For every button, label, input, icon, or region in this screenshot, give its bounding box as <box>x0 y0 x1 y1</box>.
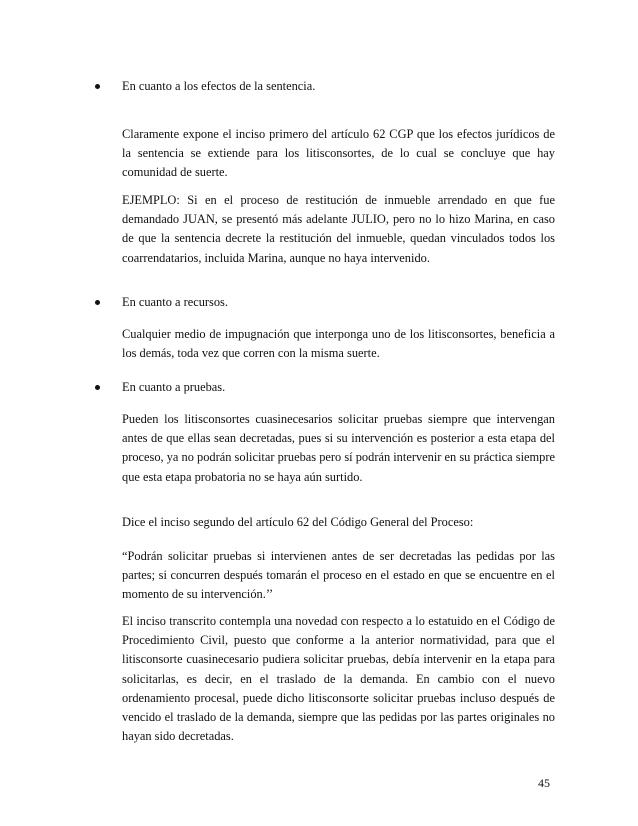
bullet-heading: En cuanto a los efectos de la sentencia. <box>122 79 316 93</box>
paragraph-pruebas: Pueden los litisconsortes cuasinecesarios solicitar pruebas siempre que intervengan antes de que ellas sean decretadas, pues si su intervención es posterior a esta etapa del proceso, ya no podrán solicitar pruebas pero sí podrán intervenir en su práctica siempre que esta etapa probatoria no se haya aún surtido. <box>122 412 555 484</box>
bullet-dot-icon <box>95 84 100 89</box>
paragraph-recursos: Cualquier medio de impugnación que interponga uno de los litisconsortes, beneficia a los demás, toda vez que corren con la misma suerte. <box>122 327 555 361</box>
bullet-heading: En cuanto a pruebas. <box>122 380 226 394</box>
paragraph-quotation: “Podrán solicitar pruebas si intervienen antes de ser decretadas las pedidas por las partes; si concurren después tomarán el proceso en el estado en que se encuentre en el momento de su intervención.’’ <box>122 549 555 602</box>
bullet-heading: En cuanto a recursos. <box>122 295 228 309</box>
paragraph-novedad: El inciso transcrito contempla una novedad con respecto a lo estatuido en el Código de Procedimiento Civil, puesto que conforme a la anterior normatividad, para que el litisconsorte cuasinecesario pudiera solicitar pruebas, debía intervenir en la etapa para solicitarlas, es decir, en el traslado de la demanda. En cambio con el nuevo ordenamiento procesal, puede dicho litisconsorte solicitar pruebas incluso después de vencido el traslado de la demanda, siempre que las pedidas por las partes originales no hayan sido decretadas. <box>122 614 555 744</box>
paragraph-efectos: Claramente expone el inciso primero del artículo 62 CGP que los efectos jurídicos de la sentencia se extiende para los litisconsortes, de lo cual se concluye que hay comunidad de suerte. <box>122 127 555 180</box>
bullet-dot-icon <box>95 300 100 305</box>
bullet-dot-icon <box>95 385 100 390</box>
paragraph-inciso-intro: Dice el inciso segundo del artículo 62 del Código General del Proceso: <box>122 515 474 529</box>
paragraph-ejemplo: EJEMPLO: Si en el proceso de restitución de inmueble arrendado en que fue demandado JUAN, se presentó más adelante JULIO, pero no lo hizo Marina, en caso de que la sentencia decrete la restitución del inmueble, quedan vinculados todos los coarrendatarios, incluida Marina, aunque no haya intervenido. <box>122 193 555 265</box>
page-number: 45 <box>538 776 550 790</box>
